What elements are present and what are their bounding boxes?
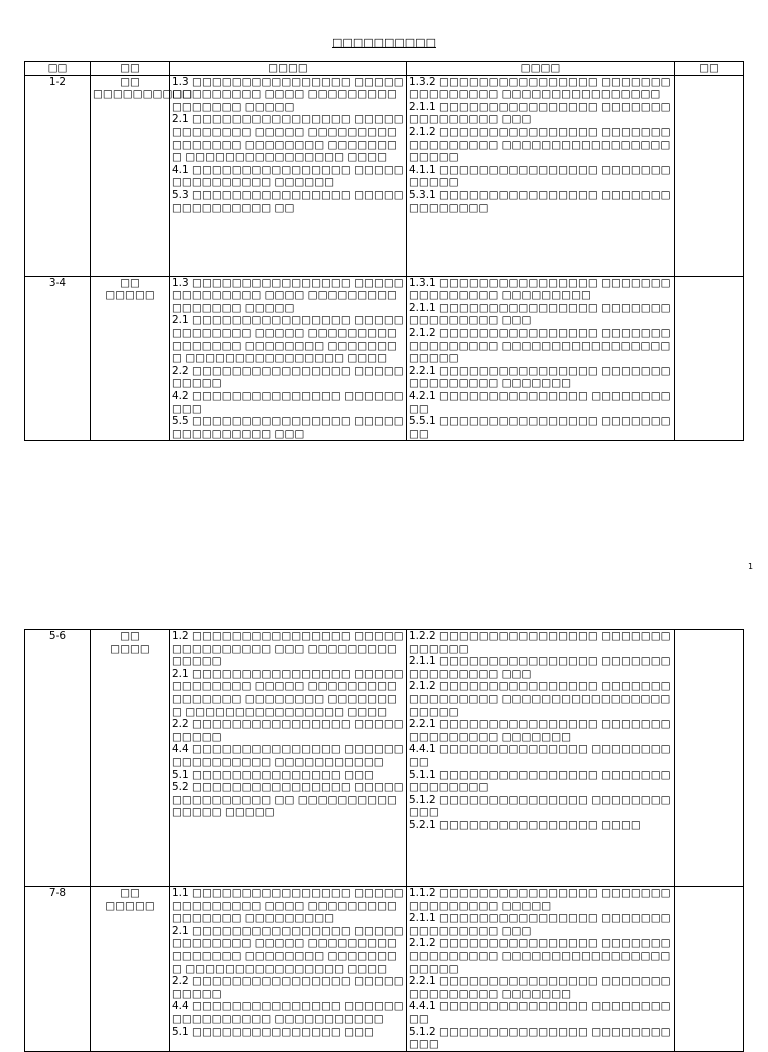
- week-cell: 1-2: [25, 75, 91, 276]
- standard-item: 5.1 □□□□□□□□□□□□□□□ □□□: [172, 1025, 374, 1038]
- indicator-item: 5.1.2 □□□□□□□□□□□□□□□ □□□□□□□□□□□: [409, 793, 671, 819]
- indicator-item: 2.1.2 □□□□□□□□□□□□□□□□ □□□□□□□□□□□□□□□□ □□□□□□□□□□□□□□□□□ □□□□□: [409, 326, 671, 365]
- indicator-item: 4.4.1 □□□□□□□□□□□□□□□ □□□□□□□□□□: [409, 743, 671, 768]
- standard-item: 5.5 □□□□□□□□□□□□□□□□ □□□□□□□□□□□□□□□ □□□: [172, 415, 404, 440]
- indicator-item: 2.1.1 □□□□□□□□□□□□□□□□ □□□□□□□□□□□□□□□□ □□□: [409, 912, 671, 937]
- indicator-item: 2.2.1 □□□□□□□□□□□□□□□□ □□□□□□□□□□□□□□□□ □□□□□□□: [409, 364, 671, 390]
- indicator-item: 2.1.1 □□□□□□□□□□□□□□□□ □□□□□□□□□□□□□□□□ □□□: [409, 655, 671, 680]
- unit-name: □□□□: [110, 642, 150, 655]
- unit-name: □□□□□□□□□□: [93, 88, 193, 101]
- table-header-row: [25, 62, 744, 76]
- plan-table-page-1: [24, 61, 744, 441]
- page-number: 1: [748, 562, 754, 571]
- indicator-item: 2.1.2 □□□□□□□□□□□□□□□□ □□□□□□□□□□□□□□□□ □□□□□□□□□□□□□□□□□ □□□□□: [409, 937, 671, 975]
- unit-name: □□□□□: [105, 289, 155, 302]
- unit-cell: [91, 630, 170, 887]
- indicator-item: 1.3.1 □□□□□□□□□□□□□□□□ □□□□□□□□□□□□□□□□ □□□□□□□□□: [409, 276, 671, 302]
- indicator-item: 2.2.1 □□□□□□□□□□□□□□□□ □□□□□□□□□□□□□□□□ □□□□□□□: [409, 975, 671, 1000]
- standard-item: 4.1 □□□□□□□□□□□□□□□□ □□□□□□□□□□□□□□□ □□□□□□: [172, 163, 404, 189]
- standard-item: 2.1 □□□□□□□□□□□□□□□□ □□□□□□□□□□□□□ □□□□□ □□□□□□□□□□□□□□□□ □□□□□□□□ □□□□□□□□ □□□□□□□□□□□□□□□□ □□□□: [172, 924, 404, 975]
- note-cell: [675, 887, 744, 1052]
- note-cell: [675, 630, 744, 887]
- indicator-item: 1.1.2 □□□□□□□□□□□□□□□□ □□□□□□□□□□□□□□□□ □□□□□: [409, 887, 671, 912]
- unit-cell: [91, 75, 193, 276]
- standard-item: 1.3 □□□□□□□□□□□□□□□□ □□□□□□□□□□□□□□ □□□□ □□□□□□□□□□□□□□□□ □□□□□: [172, 75, 404, 113]
- indicator-item: 2.1.1 □□□□□□□□□□□□□□□□ □□□□□□□□□□□□□□□□ □□□: [409, 100, 671, 126]
- standard-item: 2.1 □□□□□□□□□□□□□□□□ □□□□□□□□□□□□□ □□□□□ □□□□□□□□□□□□□□□□ □□□□□□□□ □□□□□□□□ □□□□□□□□□□□□□□□□ □□□□: [172, 667, 404, 718]
- indicator-item: 1.3.2 □□□□□□□□□□□□□□□□ □□□□□□□□□□□□□□□□ □□□□□□□□□□□□□□□□: [409, 75, 671, 101]
- indicator-item: 2.1.2 □□□□□□□□□□□□□□□□ □□□□□□□□□□□□□□□□ □□□□□□□□□□□□□□□□□ □□□□□: [409, 125, 671, 164]
- standard-item: 2.2 □□□□□□□□□□□□□□□□ □□□□□□□□□□: [172, 718, 404, 743]
- unit-name: □□□□□: [105, 899, 155, 912]
- standard-item: 2.2 □□□□□□□□□□□□□□□□ □□□□□□□□□□: [172, 975, 404, 1000]
- indicator-item: 5.3.1 □□□□□□□□□□□□□□□□ □□□□□□□□□□□□□□□: [409, 188, 671, 214]
- standard-item: 4.4 □□□□□□□□□□□□□□□ □□□□□□□□□□□□□□□□ □□□□□□□□□□□: [172, 1000, 404, 1025]
- unit-label: □□: [120, 75, 140, 88]
- document-title: □□□□□□□□□□: [332, 36, 436, 49]
- table-row: [25, 887, 744, 1052]
- indicator-item: 5.1.2 □□□□□□□□□□□□□□□ □□□□□□□□□□□: [409, 1025, 671, 1051]
- indicators-cell: [407, 276, 675, 441]
- header-standards: □□□□: [170, 62, 407, 76]
- unit-label: □□: [120, 887, 140, 899]
- table-row: [25, 75, 744, 276]
- standard-item: 4.4 □□□□□□□□□□□□□□□ □□□□□□□□□□□□□□□□ □□□□□□□□□□□: [172, 743, 404, 768]
- indicator-item: 5.1.1 □□□□□□□□□□□□□□□□ □□□□□□□□□□□□□□□: [409, 768, 671, 794]
- standard-item: 5.2 □□□□□□□□□□□□□□□□ □□□□□□□□□□□□□□□ □□ □□□□□□□□□□□□□□□ □□□□□: [172, 781, 404, 819]
- standard-item: 1.3 □□□□□□□□□□□□□□□□ □□□□□□□□□□□□□□ □□□□ □□□□□□□□□□□□□□□□ □□□□□: [172, 276, 404, 314]
- note-cell: [675, 276, 744, 441]
- header-note: □□: [675, 62, 744, 76]
- standard-item: 2.2 □□□□□□□□□□□□□□□□ □□□□□□□□□□: [172, 364, 404, 390]
- standard-item: 1.2 □□□□□□□□□□□□□□□□ □□□□□□□□□□□□□□□ □□□ □□□□□□□□□□□□□□: [172, 630, 404, 668]
- header-week: □□: [25, 62, 91, 76]
- indicator-item: 2.2.1 □□□□□□□□□□□□□□□□ □□□□□□□□□□□□□□□□ □□□□□□□: [409, 718, 671, 743]
- standard-item: 2.1 □□□□□□□□□□□□□□□□ □□□□□□□□□□□□□ □□□□□ □□□□□□□□□□□□□□□□ □□□□□□□□ □□□□□□□□ □□□□□□□□□□□□□□□□ □□□□: [172, 314, 404, 365]
- indicator-item: 4.1.1 □□□□□□□□□□□□□□□□ □□□□□□□□□□□□: [409, 163, 671, 189]
- unit-cell: [91, 887, 170, 1052]
- standards-cell: [170, 75, 407, 276]
- week-cell: 5-6: [25, 630, 91, 887]
- standard-item: 2.1 □□□□□□□□□□□□□□□□ □□□□□□□□□□□□□ □□□□□ □□□□□□□□□□□□□□□□ □□□□□□□□ □□□□□□□□ □□□□□□□□□□□□□□□□ □□□□: [172, 113, 404, 164]
- unit-label: □□: [120, 276, 140, 289]
- indicator-item: 5.2.1 □□□□□□□□□□□□□□□□ □□□□: [409, 818, 641, 831]
- standard-item: 4.2 □□□□□□□□□□□□□□□ □□□□□□□□□: [172, 389, 404, 415]
- table-row: [25, 276, 744, 441]
- indicator-item: 5.5.1 □□□□□□□□□□□□□□□□ □□□□□□□□□: [409, 415, 671, 440]
- standard-item: 5.1 □□□□□□□□□□□□□□□ □□□: [172, 768, 374, 781]
- indicator-item: 1.2.2 □□□□□□□□□□□□□□□□ □□□□□□□□□□□□□: [409, 630, 671, 655]
- header-indicators: □□□□: [407, 62, 675, 76]
- indicators-cell: [407, 630, 675, 887]
- note-cell: [675, 75, 744, 276]
- standard-item: 5.3 □□□□□□□□□□□□□□□□ □□□□□□□□□□□□□□□ □□: [172, 188, 404, 214]
- unit-label: □□: [120, 630, 140, 642]
- week-cell: 3-4: [25, 276, 91, 441]
- indicator-item: 2.1.2 □□□□□□□□□□□□□□□□ □□□□□□□□□□□□□□□□ □□□□□□□□□□□□□□□□□ □□□□□: [409, 680, 671, 718]
- unit-cell: [91, 276, 170, 441]
- standard-item: 1.1 □□□□□□□□□□□□□□□□ □□□□□□□□□□□□□□ □□□□ □□□□□□□□□□□□□□□□ □□□□□□□□□: [172, 887, 404, 925]
- indicators-cell: [407, 887, 675, 1052]
- indicator-item: 4.2.1 □□□□□□□□□□□□□□□ □□□□□□□□□□: [409, 389, 671, 415]
- standards-cell: [170, 630, 407, 887]
- indicator-item: 2.1.1 □□□□□□□□□□□□□□□□ □□□□□□□□□□□□□□□□ □□□: [409, 301, 671, 327]
- table-row: [25, 630, 744, 887]
- header-unit: □□: [91, 62, 170, 76]
- standards-cell: [170, 887, 407, 1052]
- indicator-item: 4.4.1 □□□□□□□□□□□□□□□ □□□□□□□□□□: [409, 1000, 671, 1025]
- plan-table-page-2: [24, 629, 744, 1052]
- standards-cell: [170, 276, 407, 441]
- week-cell: 7-8: [25, 887, 91, 1052]
- indicators-cell: [407, 75, 675, 276]
